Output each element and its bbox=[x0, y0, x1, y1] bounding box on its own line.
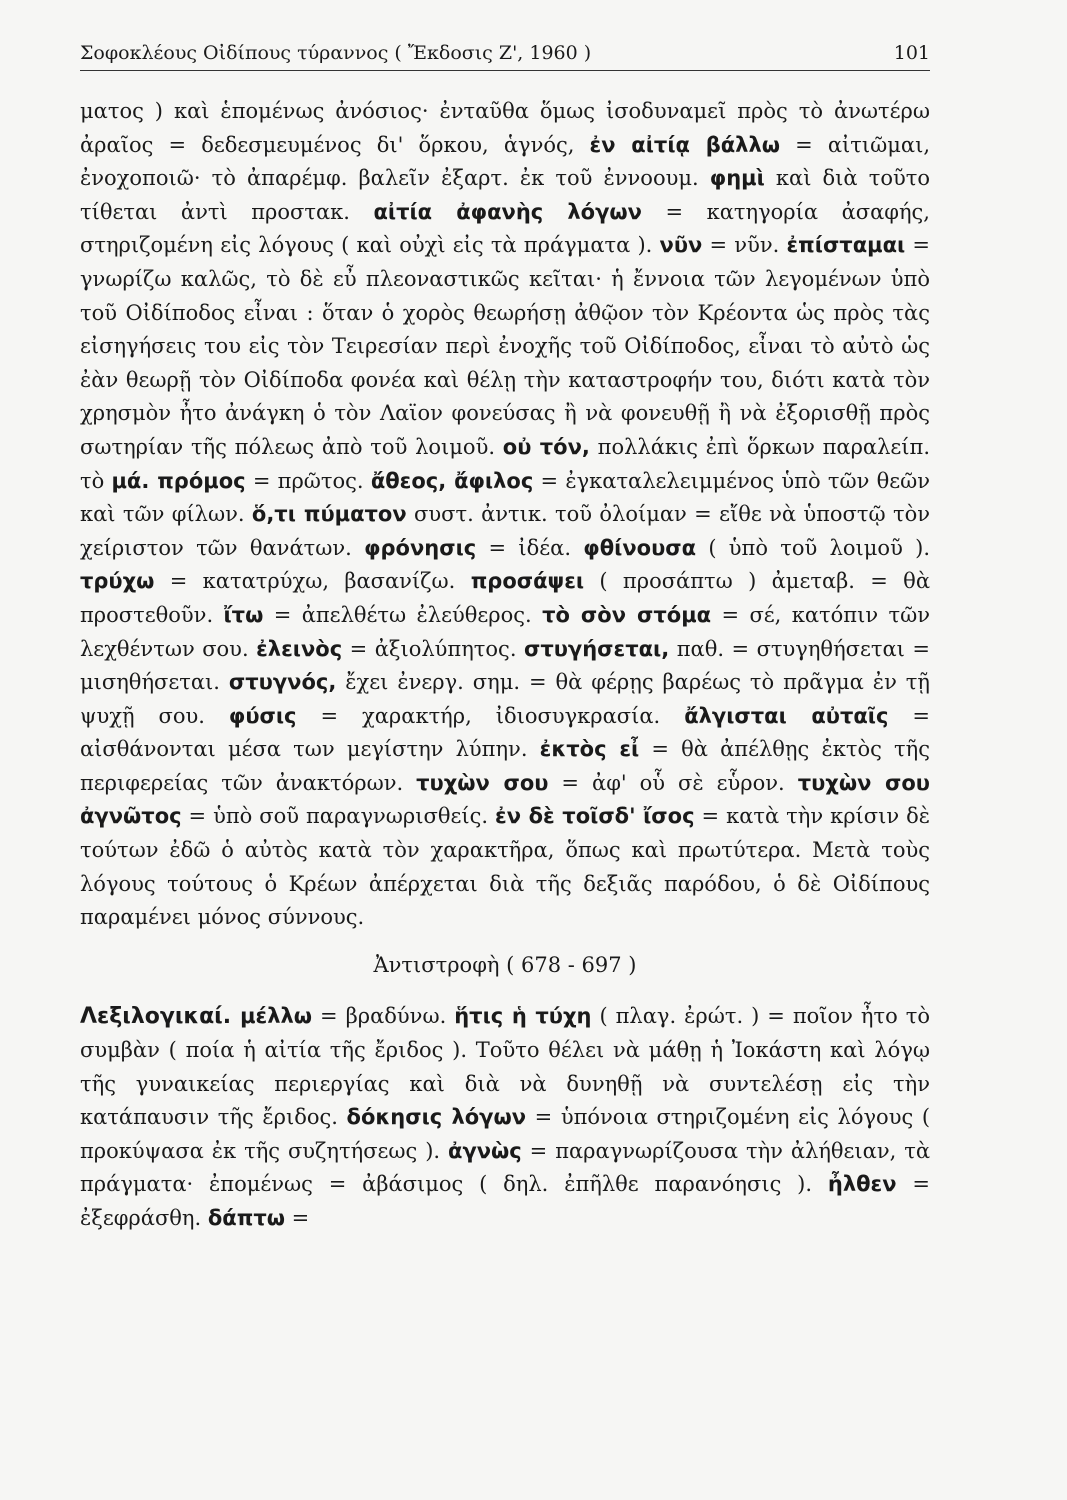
gloss-text: = ἀπελθέτω ἐλεύθερος. bbox=[263, 602, 543, 627]
lemma-term: φρόνησις bbox=[364, 535, 477, 560]
lemma-term: τρύχω bbox=[80, 569, 155, 594]
gloss-text: ἔχει ἐνεργ. σημ. = θὰ φέρῃς βαρέως τὸ πρᾶγμα ἐν τῇ ψυχῇ σου. bbox=[80, 670, 930, 728]
lemma-term: προσάψει bbox=[470, 569, 585, 594]
lemma-term: οὐ τόν, bbox=[502, 434, 590, 459]
gloss-text: = σέ, κατόπιν τῶν λεχθέντων σου. bbox=[80, 602, 930, 661]
gloss-text: = ἐξεφράσθη. bbox=[80, 1172, 930, 1230]
running-header bbox=[80, 42, 930, 71]
lemma-term: ἐκτὸς εἶ bbox=[539, 737, 640, 762]
gloss-text: παθ. = στυγηθήσεται = μισηθήσεται. bbox=[80, 636, 930, 695]
gloss-text: = ὑπὸ σοῦ παραγνωρισθείς. bbox=[181, 804, 495, 829]
lemma-term: αἰτία ἀφανὴς λόγων bbox=[373, 199, 642, 224]
lemma-term: ἐν αἰτίᾳ βάλλω bbox=[589, 132, 780, 157]
gloss-text: = πρῶτος. bbox=[245, 468, 371, 493]
lemma-term: ἄλγισται αὐταῖς bbox=[684, 703, 889, 728]
lemma-term: ἴτω bbox=[223, 602, 264, 627]
gloss-text: = παραγνωρίζουσα τὴν ἀλήθειαν, τὰ πράγματα· ἐπομένως = ἀβάσιμος ( δηλ. ἐπῆλθε παρανόησις ). bbox=[80, 1138, 930, 1197]
lemma-term: ἄθεος, ἄφιλος bbox=[370, 468, 534, 493]
lemma-term: τυχὼν σου ἀγνῶτος bbox=[80, 770, 930, 829]
gloss-text: καὶ διὰ τοῦτο τίθεται ἀντὶ προστακ. bbox=[80, 166, 930, 224]
gloss-text: = γνωρίζω καλῶς, τὸ δὲ εὖ πλεοναστικῶς κεῖται· ἡ ἔννοια τῶν λεγομένων ὑπὸ τοῦ Οἰδίποδος εἶναι : ὅταν ὁ χορὸς θεωρήσῃ ἀθῷον τὸν Κρέοντα ὡς πρὸς τὰς εἰσηγήσεις του εἰς τὸν Τειρεσίαν περὶ ἐνοχῆς τοῦ Οἰδίποδος, εἶναι τὸ αὐτὸ ὡς ἐὰν θεωρῇ τὸν Οἰδίποδα φονέα καὶ θέλῃ τὴν καταστροφήν του, διότι κατὰ τὸν χρησμὸν ἦτο ἀνάγκη ὁ τὸν Λαϊον φονεύσας ἢ νὰ φονευθῇ ἢ νὰ ἐξορισθῇ πρὸς σωτηρίαν τῆς πόλεως ἀπὸ τοῦ λοιμοῦ. bbox=[80, 233, 930, 459]
gloss-text: = ἀφ' οὗ σὲ εὗρον. bbox=[548, 770, 798, 795]
gloss-text: συστ. ἀντικ. τοῦ ὀλοίμαν = εἴθε νὰ ὑποστῷ τὸν χείριστον τῶν θανάτων. bbox=[80, 502, 931, 560]
lemma-term: ὅ,τι πύματον bbox=[251, 502, 407, 527]
gloss-text: ματος ) καὶ ἑπομένως ἀνόσιος· ἐνταῦθα ὅμως ἰσοδυναμεῖ πρὸς τὸ ἀνωτέρω ἀραῖος = δεδεσμευμένος δι' ὅρκου, ἁγνός, bbox=[80, 99, 930, 157]
gloss-text: = ὑπόνοια στηριζομένη εἰς λόγους ( προκύψασα ἐκ τῆς συζητήσεως ). bbox=[80, 1105, 931, 1163]
gloss-text: = αἰτιῶμαι, ἐνοχοποιῶ· τὸ ἀπαρέμφ. βαλεῖν ἐξαρτ. ἐκ τοῦ ἐννοουμ. bbox=[80, 132, 930, 191]
section-title: Ἀντιστροφὴ ( 678 - 697 ) bbox=[373, 952, 637, 977]
lemma-term: ἦλθεν bbox=[827, 1172, 897, 1197]
gloss-text: = κατηγορία ἀσαφής, στηριζομένη εἰς λόγους ( καὶ οὐχὶ εἰς τὰ πράγματα ). bbox=[80, 199, 930, 258]
lemma-term: μέλλω bbox=[240, 1004, 313, 1029]
lemma-term: στυγνός, bbox=[228, 670, 337, 695]
gloss-text: = κατὰ τὴν κρίσιν δὲ τούτων ἐδῶ ὁ αὐτὸς κατὰ τὸν χαρακτῆρα, ὅπως καὶ πρωτύτερα. Μετὰ τοὺς λόγους τούτους ὁ Κρέων ἀπέρχεται διὰ τῆς δεξιᾶς παρόδου, ὁ δὲ Οἰδίπους παραμένει μόνος σύννους. bbox=[80, 804, 930, 930]
gloss-text: = θὰ ἀπέλθῃς ἐκτὸς τῆς περιφερείας τῶν ἀνακτόρων. bbox=[80, 737, 930, 795]
gloss-text: ( πλαγ. ἐρώτ. ) = ποῖον ἦτο τὸ συμβὰν ( ποία ἡ αἰτία τῆς ἔριδος ). Τοῦτο θέλει νὰ μάθῃ ἡ Ἰοκάστη καὶ λόγῳ τῆς γυναικείας περιεργίας καὶ διὰ νὰ δυνηθῇ νὰ συντελέσῃ εἰς τὴν κατάπαυσιν τῆς ἔριδος. bbox=[80, 1004, 930, 1130]
lemma-term: τὸ σὸν στόμα bbox=[542, 602, 712, 627]
header-title: Σοφοκλέους Οἰδίπους τύραννος ( Ἔκδοσις Ζ', 1960 ) bbox=[80, 42, 592, 64]
commentary-paragraph bbox=[80, 95, 930, 935]
lemma-term: στυγήσεται, bbox=[523, 636, 670, 661]
gloss-text: = χαρακτήρ, ἰδιοσυγκρασία. bbox=[296, 703, 685, 728]
lemma-term: φημὶ bbox=[709, 166, 765, 191]
lemma-term: δάπτω bbox=[207, 1206, 285, 1230]
gloss-text: ( ὑπὸ τοῦ λοιμοῦ ). bbox=[696, 535, 930, 560]
lemma-term: ἥτις ἡ τύχη bbox=[454, 1004, 592, 1029]
lemma-term: ἐπίσταμαι bbox=[786, 233, 906, 258]
commentary-paragraph-lexical bbox=[80, 1000, 930, 1235]
gloss-text: = bbox=[284, 1206, 310, 1230]
gloss-text: = ἐγκαταλελειμμένος ὑπὸ τῶν θεῶν καὶ τῶν φίλων. bbox=[80, 468, 930, 527]
lemma-term: τυχὼν σου bbox=[416, 770, 549, 795]
gloss-text: ( προσάπτω ) ἀμεταβ. = θὰ προστεθοῦν. bbox=[80, 569, 930, 627]
lemma-term: νῦν bbox=[659, 233, 703, 258]
lemma-term: φθίνουσα bbox=[583, 535, 697, 560]
gloss-text: = κατατρύχω, βασανίζω. bbox=[154, 569, 471, 594]
gloss-text: = βραδύνω. bbox=[312, 1004, 455, 1029]
lemma-term: ἐλεινὸς bbox=[256, 636, 343, 661]
gloss-text: = νῦν. bbox=[702, 233, 787, 258]
lexical-heading: Λεξιλογικαί. bbox=[80, 1004, 241, 1030]
page-body bbox=[80, 95, 930, 1236]
gloss-text: = αἰσθάνονται μέσα των μεγίστην λύπην. bbox=[80, 703, 931, 762]
gloss-text: = ἀξιολύπητος. bbox=[342, 636, 524, 661]
lemma-term: ἐν δὲ τοῖσδ' ἴσος bbox=[495, 804, 695, 829]
lemma-term: ἀγνὼς bbox=[448, 1138, 522, 1163]
gloss-text: = ἰδέα. bbox=[476, 535, 584, 560]
gloss-text: πολλάκις ἐπὶ ὅρκων παραλείπ. τὸ bbox=[80, 434, 930, 493]
lemma-term: μά. πρόμος bbox=[111, 468, 246, 493]
lemma-term: φύσις bbox=[228, 703, 297, 728]
page-number: 101 bbox=[893, 42, 930, 64]
lemma-term: δόκησις λόγων bbox=[346, 1105, 527, 1130]
page bbox=[80, 42, 930, 1236]
